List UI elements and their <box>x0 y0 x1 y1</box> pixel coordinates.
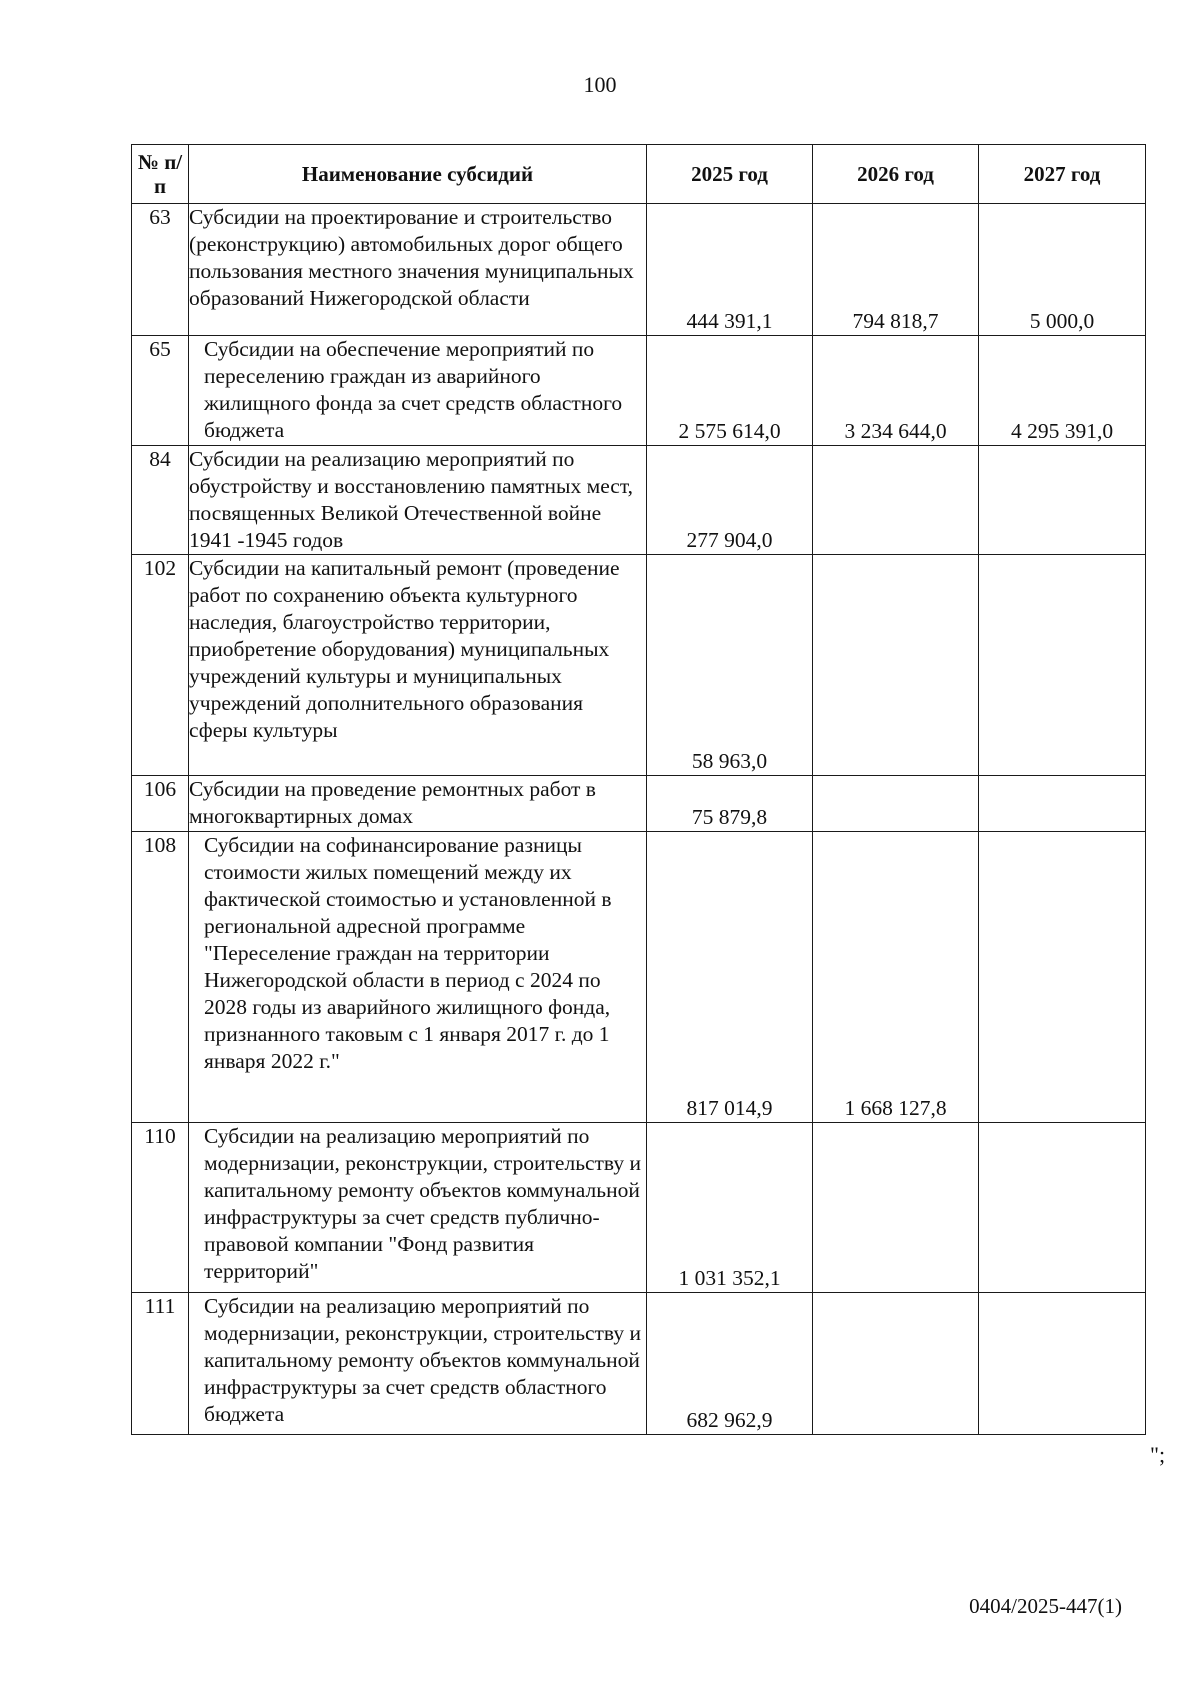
header-2025: 2025 год <box>647 145 813 204</box>
row-name: Субсидии на капитальный ремонт (проведение работ по сохранению объекта культурного наследия, благоустройство территории, приобретение оборудования) муниципальных учреждений культуры и муниципальных учреждений дополнительного образования сферы культуры <box>189 555 647 776</box>
row-value-2025: 444 391,1 <box>647 204 813 336</box>
row-name: Субсидии на проектирование и строительство (реконструкцию) автомобильных дорог общего пользования местного значения муниципальных образований Нижегородской области <box>189 204 647 336</box>
header-2026: 2026 год <box>813 145 979 204</box>
row-name: Субсидии на софинансирование разницы стоимости жилых помещений между их фактической стоимостью и установленной в региональной адресной программе "Переселение граждан на территории Нижегородской области в период с 2024 по 2028 годы из аварийного жилищного фонда, признанного таковым с 1 января 2017 г. до 1 января 2022 г." <box>189 832 647 1123</box>
row-value-2025: 58 963,0 <box>647 555 813 776</box>
header-2027: 2027 год <box>979 145 1146 204</box>
row-name: Субсидии на реализацию мероприятий по модернизации, реконструкции, строительству и капитальному ремонту объектов коммунальной инфраструктуры за счет средств областного бюджета <box>189 1293 647 1435</box>
row-num: 63 <box>132 204 189 336</box>
table-row <box>132 1123 1146 1293</box>
row-value-2026 <box>813 776 979 832</box>
row-value-2026 <box>813 1123 979 1293</box>
document-code: 0404/2025-447(1) <box>969 1594 1122 1618</box>
row-value-2025: 682 962,9 <box>647 1293 813 1435</box>
row-value-2025: 817 014,9 <box>647 832 813 1123</box>
row-value-2027 <box>979 555 1146 776</box>
row-num: 106 <box>132 776 189 832</box>
row-num: 84 <box>132 446 189 555</box>
row-value-2026: 794 818,7 <box>813 204 979 336</box>
table-row <box>132 336 1146 446</box>
row-value-2025: 2 575 614,0 <box>647 336 813 446</box>
table-row <box>132 1293 1146 1435</box>
row-num: 111 <box>132 1293 189 1435</box>
page-number: 100 <box>583 72 617 97</box>
table-header-row <box>132 145 1146 204</box>
row-num: 110 <box>132 1123 189 1293</box>
row-value-2027 <box>979 1123 1146 1293</box>
row-num: 65 <box>132 336 189 446</box>
row-value-2026 <box>813 446 979 555</box>
table-row <box>132 776 1146 832</box>
row-value-2027 <box>979 1293 1146 1435</box>
row-value-2027 <box>979 446 1146 555</box>
row-value-2026 <box>813 555 979 776</box>
table-row <box>132 446 1146 555</box>
row-value-2025: 75 879,8 <box>647 776 813 832</box>
row-name: Субсидии на реализацию мероприятий по модернизации, реконструкции, строительству и капитальному ремонту объектов коммунальной инфраструктуры за счет средств публично-правовой компании "Фонд развития территорий" <box>189 1123 647 1293</box>
row-value-2025: 277 904,0 <box>647 446 813 555</box>
table-row <box>132 204 1146 336</box>
row-name: Субсидии на обеспечение мероприятий по переселению граждан из аварийного жилищного фонда за счет средств областного бюджета <box>189 336 647 446</box>
row-value-2026 <box>813 1293 979 1435</box>
row-num: 102 <box>132 555 189 776</box>
header-name: Наименование субсидий <box>189 145 647 204</box>
row-name: Субсидии на проведение ремонтных работ в многоквартирных домах <box>189 776 647 832</box>
row-value-2027 <box>979 832 1146 1123</box>
subsidies-table <box>131 144 1146 1435</box>
row-value-2027: 5 000,0 <box>979 204 1146 336</box>
closing-quote-mark: "; <box>1150 1442 1166 1467</box>
header-num: № п/п <box>132 145 189 204</box>
row-value-2026: 3 234 644,0 <box>813 336 979 446</box>
row-value-2026: 1 668 127,8 <box>813 832 979 1123</box>
row-num: 108 <box>132 832 189 1123</box>
row-value-2027: 4 295 391,0 <box>979 336 1146 446</box>
table-row <box>132 555 1146 776</box>
row-value-2025: 1 031 352,1 <box>647 1123 813 1293</box>
row-value-2027 <box>979 776 1146 832</box>
row-name: Субсидии на реализацию мероприятий по обустройству и восстановлению памятных мест, посвященных Великой Отечественной войне 1941 -1945 годов <box>189 446 647 555</box>
table-row <box>132 832 1146 1123</box>
